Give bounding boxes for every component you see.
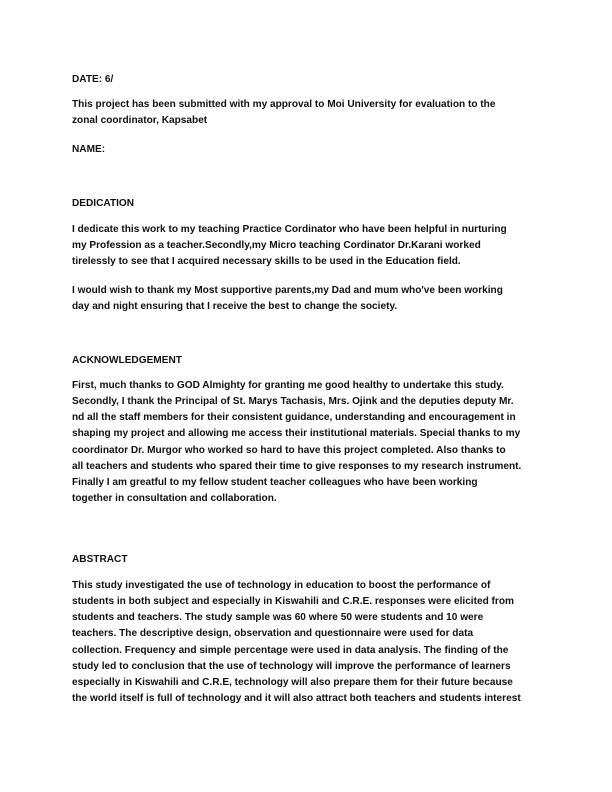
name-text: NAME: [72, 144, 106, 155]
abstract-heading [72, 552, 552, 568]
acknowledgement-heading [72, 353, 552, 369]
paragraph-line: day and night ensuring that I receive the best to change the society. [72, 301, 398, 313]
date-line [72, 72, 552, 88]
dedication-paragraph-1 [72, 222, 552, 270]
paragraph-line: tirelessly to see that I acquired necessary skills to be used in the Education field. [72, 256, 461, 268]
paragraph-line: the world itself is full of technology and it will also attract both teachers and students interest [72, 692, 521, 704]
paragraph-line: This study investigated the use of technology in education to boost the performance of [72, 580, 491, 591]
abstract-paragraph [72, 578, 552, 707]
date-text: DATE: 6/ [72, 74, 114, 85]
paragraph-line: Finally I am greatful to my fellow student teacher colleagues who have been working [72, 476, 478, 488]
paragraph-line: teachers. The descriptive design, observation and questionnaire were used for data [72, 628, 474, 640]
dedication-paragraph-2 [72, 283, 552, 315]
section-heading: ABSTRACT [72, 554, 128, 565]
name-line [72, 142, 552, 158]
approval-statement [72, 97, 552, 129]
paragraph-line: all teachers and students who spared their time to give responses to my research instrument. [72, 460, 522, 472]
dedication-heading [72, 196, 552, 212]
paragraph-line: First, much thanks to GOD Almighty for granting me good healthy to undertake this study. [72, 380, 504, 391]
approval-line: zonal coordinator, Kapsabet [72, 115, 208, 127]
paragraph-line: I would wish to thank my Most supportive parents,my Dad and mum who've been working [72, 285, 503, 296]
paragraph-line: study led to conclusion that the use of technology will improve the performance of learners [72, 660, 511, 672]
paragraph-line: collection. Frequency and simple percentage were used in data analysis. The finding of the [72, 644, 509, 656]
paragraph-line: shaping my project and allowing me access their institutional materials. Special thanks to my [72, 428, 521, 440]
paragraph-line: students and teachers. The study sample was 60 where 50 were students and 10 were [72, 612, 484, 624]
acknowledgement-paragraph [72, 378, 552, 507]
section-heading: DEDICATION [72, 198, 135, 209]
paragraph-line: especially in Kiswahili and C.R.E, technology will also prepare them for their future because [72, 676, 513, 688]
paragraph-line: my Profession as a teacher.Secondly,my Micro teaching Cordinator Dr.Karani worked [72, 240, 481, 252]
approval-line: This project has been submitted with my approval to Moi University for evaluation to the [72, 99, 496, 110]
section-heading: ACKNOWLEDGEMENT [72, 355, 182, 366]
paragraph-line: coordinator Dr. Murgor who worked so hard to have this project completed. Also thanks to [72, 444, 506, 456]
paragraph-line: students in both subject and especially in Kiswahili and C.R.E. responses were elicited from [72, 596, 514, 608]
paragraph-line: together in consultation and collaboration. [72, 492, 277, 504]
paragraph-line: nd all the staff members for their consistent guidance, understanding and encouragement in [72, 412, 516, 424]
paragraph-line: Secondly, I thank the Principal of St. Marys Tachasis, Mrs. Ojink and the deputies deputy Mr. [72, 396, 514, 408]
paragraph-line: I dedicate this work to my teaching Practice Cordinator who have been helpful in nurturing [72, 224, 507, 235]
